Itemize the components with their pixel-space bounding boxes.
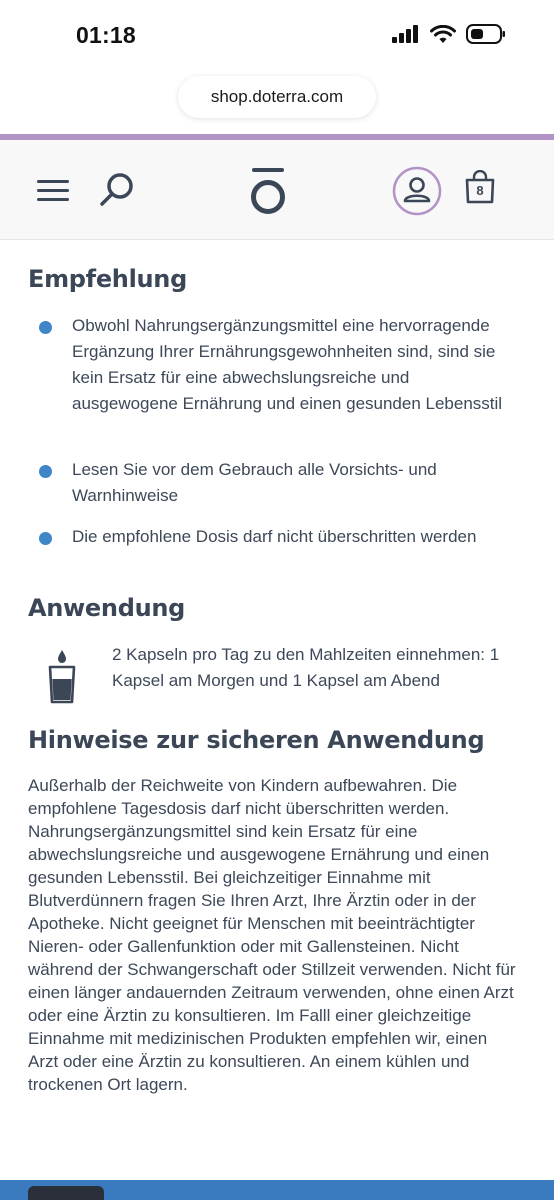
bullet-dot [39, 465, 52, 478]
cellular-signal-icon [392, 25, 420, 43]
safety-text: Außerhalb der Reichweite von Kindern aufbewahren. Die empfohlene Tagesdosis darf nicht überschritten werden. Nahrungsergänzungsmittel sind kein Ersatz für eine abwechslungsreiche und ausgewogene Ernährung und einen gesunden Lebensstil. Bei gleichzeitiger Einnahme mit Blutverdünnern fragen Sie Ihren Arzt, Ihre Ärztin oder in der Apotheke. Nicht geeignet für Menschen mit beeinträchtigter Nieren- oder Gallenfunktion oder mit Gallensteinen. Nicht während der Schwangerschaft oder Stillzeit verwenden. Nicht für einen länger andauernden Zeitraum verwenden, ohne einen Arzt oder eine Ärztin zu konsultieren. Im Falll einer gleichzeitige Einnahme mit medizinischen Produkten empfehlen wir, einen Arzt oder eine Ärztin zu konsultieren. An einem kühlen und trockenen Ort lagern. [28, 776, 516, 1094]
bullet-dot [39, 321, 52, 334]
list-item-text: Obwohl Nahrungsergänzungsmittel eine hervorragende Ergänzung Ihrer Ernährungsgewohnheiten sind, sind sie kein Ersatz für eine abwechslungsreiche und ausgewogene Ernährung und einen gesunden Lebensstil [72, 316, 503, 413]
list-item-text: Lesen Sie vor dem Gebrauch alle Vorsichts- und Warnhinweise [72, 460, 437, 505]
wifi-icon [430, 25, 456, 44]
usage-heading: Anwendung [28, 594, 186, 622]
battery-icon [466, 24, 506, 44]
bullet-dot [39, 532, 52, 545]
recommendation-heading: Empfehlung [28, 265, 187, 293]
status-icons [392, 24, 506, 44]
glass-with-drop-icon [46, 649, 78, 705]
url-text: shop.doterra.com [210, 87, 344, 106]
status-time: 01:18 [76, 22, 136, 48]
address-bar[interactable] [178, 76, 376, 118]
cart-count-badge: 8 [476, 183, 484, 198]
cart-button[interactable] [464, 170, 496, 206]
usage-text: 2 Kapseln pro Tag zu den Mahlzeiten einnehmen: 1 Kapsel am Morgen und 1 Kapsel am Abend [112, 645, 500, 690]
product-thumbnail [28, 1186, 104, 1200]
status-bar [0, 0, 554, 72]
list-item-text: Die empfohlene Dosis darf nicht überschritten werden [72, 527, 477, 546]
doterra-logo[interactable] [248, 162, 288, 218]
logo-mark [248, 162, 288, 218]
user-icon[interactable] [392, 166, 442, 216]
site-header [0, 140, 554, 240]
search-icon[interactable] [98, 170, 136, 208]
hamburger-icon[interactable] [37, 178, 70, 204]
safety-heading: Hinweise zur sicheren Anwendung [28, 726, 485, 754]
